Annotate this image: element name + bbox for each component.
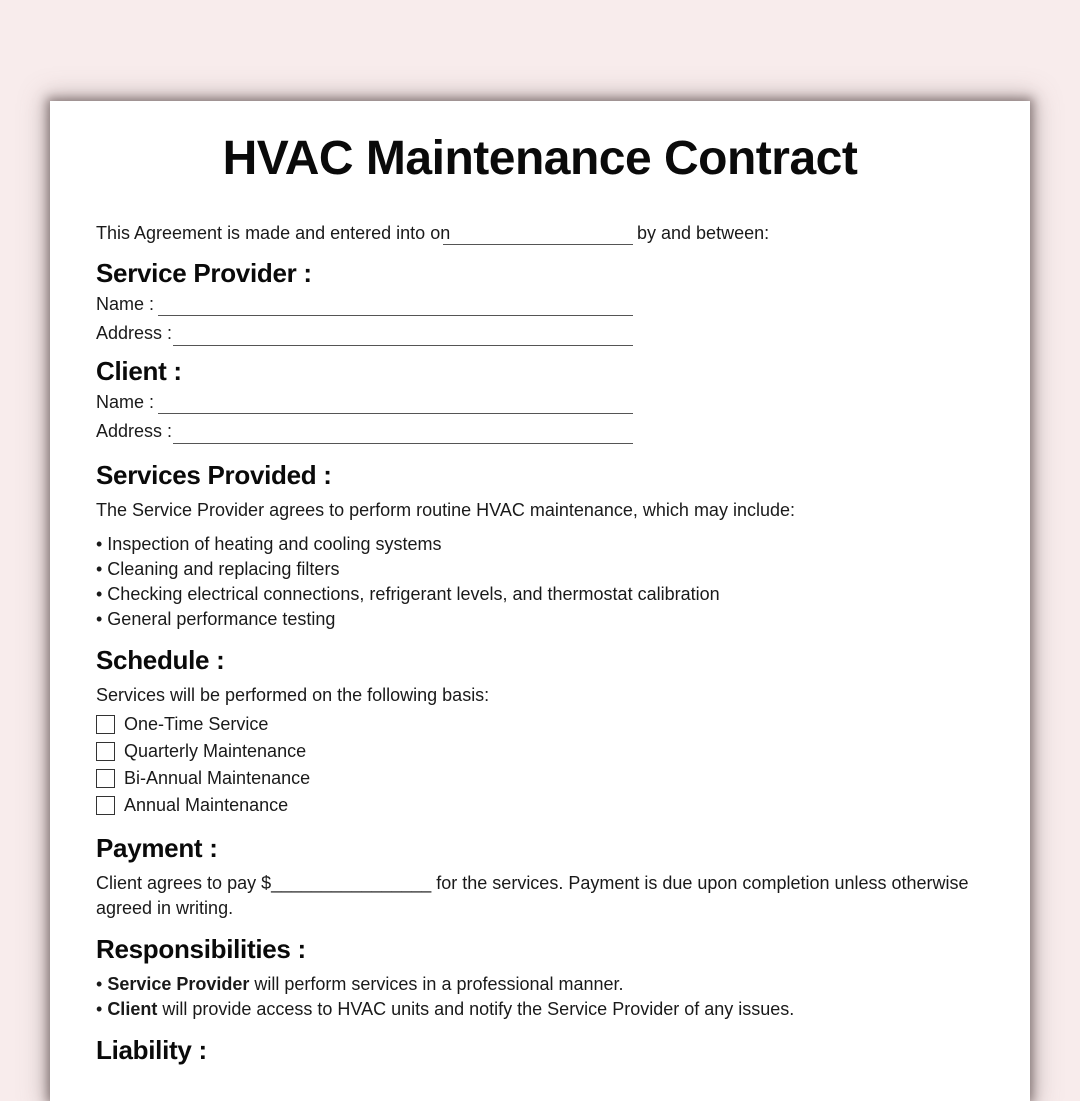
provider-address-label: Address :	[96, 323, 173, 343]
intro-text-before: This Agreement is made and entered into on	[96, 223, 451, 243]
provider-address-field[interactable]	[173, 345, 633, 346]
intro-text-after: by and between:	[637, 223, 770, 243]
responsibility-item	[96, 998, 794, 1020]
responsibility-text: will provide access to HVAC units and notify the Service Provider of any issues.	[157, 999, 795, 1019]
annual-maintenance-checkbox[interactable]	[96, 796, 115, 815]
service-provider-heading: Service Provider :	[96, 258, 312, 288]
responsibility-party: Service Provider	[107, 974, 250, 994]
agreement-date-field[interactable]	[443, 244, 633, 245]
schedule-heading: Schedule :	[96, 645, 225, 675]
client-address-field[interactable]	[173, 443, 633, 444]
bullet: •	[96, 999, 108, 1019]
services-item: • Checking electrical connections, refrigerant levels, and thermostat calibration	[96, 584, 720, 604]
schedule-option-label: One-Time Service	[124, 714, 269, 734]
services-item: • General performance testing	[96, 609, 336, 629]
services-intro: The Service Provider agrees to perform routine HVAC maintenance, which may include:	[96, 500, 795, 520]
schedule-option-label: Bi-Annual Maintenance	[124, 768, 311, 788]
one-time-service-checkbox[interactable]	[96, 715, 115, 734]
services-item: • Inspection of heating and cooling systems	[96, 534, 442, 554]
client-heading: Client :	[96, 356, 182, 386]
responsibility-item	[96, 973, 624, 995]
services-heading: Services Provided :	[96, 460, 332, 490]
responsibilities-heading: Responsibilities :	[96, 934, 306, 964]
contract-page	[50, 101, 1030, 1101]
payment-text-line2: agreed in writing.	[96, 898, 234, 918]
bullet: •	[96, 974, 108, 994]
schedule-intro: Services will be performed on the following basis:	[96, 685, 490, 705]
client-address-label: Address :	[96, 421, 173, 441]
document-title: HVAC Maintenance Contract	[222, 132, 858, 185]
quarterly-maintenance-checkbox[interactable]	[96, 742, 115, 761]
schedule-option-label: Annual Maintenance	[124, 795, 289, 815]
provider-name-label: Name :	[96, 294, 155, 314]
liability-heading: Liability :	[96, 1035, 207, 1065]
client-name-label: Name :	[96, 392, 155, 412]
provider-name-field[interactable]	[158, 315, 633, 316]
client-name-field[interactable]	[158, 413, 633, 414]
payment-heading: Payment :	[96, 833, 218, 863]
services-item: • Cleaning and replacing filters	[96, 559, 340, 579]
schedule-option-label: Quarterly Maintenance	[124, 741, 307, 761]
payment-text-line1: Client agrees to pay $________________ for the services. Payment is due upon completion unless otherwise	[96, 873, 969, 893]
responsibility-party: Client	[107, 999, 158, 1019]
responsibility-text: will perform services in a professional manner.	[249, 974, 624, 994]
bi-annual-maintenance-checkbox[interactable]	[96, 769, 115, 788]
